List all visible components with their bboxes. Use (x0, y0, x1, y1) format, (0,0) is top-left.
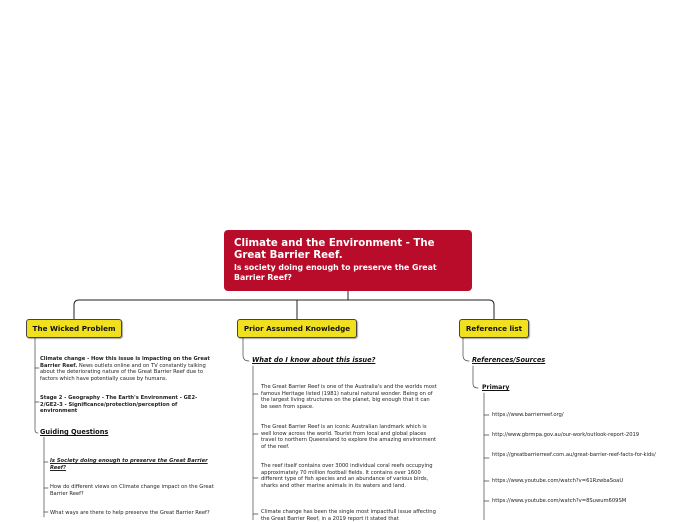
wicked-stage-topic[interactable]: Stage 2 - Geography - The Earth's Environment - GE2-2/GE2-3 - Significance/protection/perception of environment (40, 395, 198, 415)
prior-fact[interactable]: Climate change has been the single most impactfull issue affecting the Great Barrier Reef, in a 2019 report it stated that (261, 509, 436, 522)
reference-link[interactable]: https://www.youtube.com/watch?v=61RzwbaSoaU (492, 478, 624, 484)
question-item[interactable]: How do different views on Climate change impact on the Great Barrier Reef? (50, 484, 214, 497)
central-topic[interactable] (224, 230, 472, 291)
wicked-climate-topic[interactable] (40, 356, 218, 382)
branch-label: Reference list (465, 324, 523, 333)
reference-link[interactable]: https://greatbarrierreef.com.au/great-barrier-reef-facts-for-kids/ (492, 452, 656, 458)
central-title: Climate and the Environment - The Great Barrier Reef. (234, 238, 435, 261)
question-item[interactable]: What ways are there to help preserve the Great Barrier Reef? (50, 510, 210, 516)
branch-reference-list[interactable] (459, 319, 529, 338)
question-item[interactable]: Is Society doing enough to preserve the Great Barrier Reef? (50, 458, 208, 471)
connector-primary (473, 366, 478, 388)
central-subtitle: Is society doing enough to preserve the Great Barrier Reef? (234, 263, 437, 282)
connector-wicked-trunk (35, 337, 38, 433)
prior-fact[interactable]: The reef itself contains over 3000 individual coral reefs occupying approximately 70 million football fields. It contains over 1600 different type of fish species and an abundance of various birds, sharks and other marine animals in its waters and land. (261, 463, 433, 489)
primary-heading[interactable]: Primary (482, 384, 510, 391)
reference-link[interactable]: https://www.barrierreef.org/ (492, 412, 564, 418)
connector-branch-bar (74, 300, 494, 320)
wicked-climate-text: News outlets online and on TV constantly talking about the deteriorating nature of the Great Barrier Reef due to factors which have potentially cause by humans. (40, 362, 206, 382)
branch-wicked-problem[interactable] (26, 319, 122, 338)
branch-label: Prior Assumed Knowledge (243, 324, 351, 333)
prior-fact[interactable]: The Great Barrier Reef is one of the Australia's and the worlds most famous Heritage listed (1981) natural natural wonder. Being on of the largest living structures on the planet, big enough that it can be seen from space. (261, 384, 437, 410)
reference-link[interactable]: https://www.youtube.com/watch?v=8Suwum609SM (492, 498, 627, 504)
prior-heading[interactable]: What do I know about this issue? (252, 356, 376, 364)
references-heading[interactable]: References/Sources (472, 356, 546, 364)
branch-prior-knowledge[interactable] (237, 319, 357, 338)
guiding-questions-heading[interactable]: Guiding Questions (40, 428, 109, 436)
wicked-climate-bold: Climate change - How this issue is impacting on the Great Barrier Reef. (40, 356, 210, 369)
connector-ref-heading (463, 337, 469, 361)
connector-prior-heading (243, 337, 249, 361)
branch-label: The Wicked Problem (32, 324, 116, 333)
prior-fact[interactable]: The Great Barrier Reef is an iconic Australian landmark which is well know across the world. Tourist from local and global places travel to northern Queensland to explore the amazing environment of the reef. (261, 424, 437, 450)
reference-link[interactable]: http://www.gbrmpa.gov.au/our-work/outlook-report-2019 (492, 432, 640, 438)
